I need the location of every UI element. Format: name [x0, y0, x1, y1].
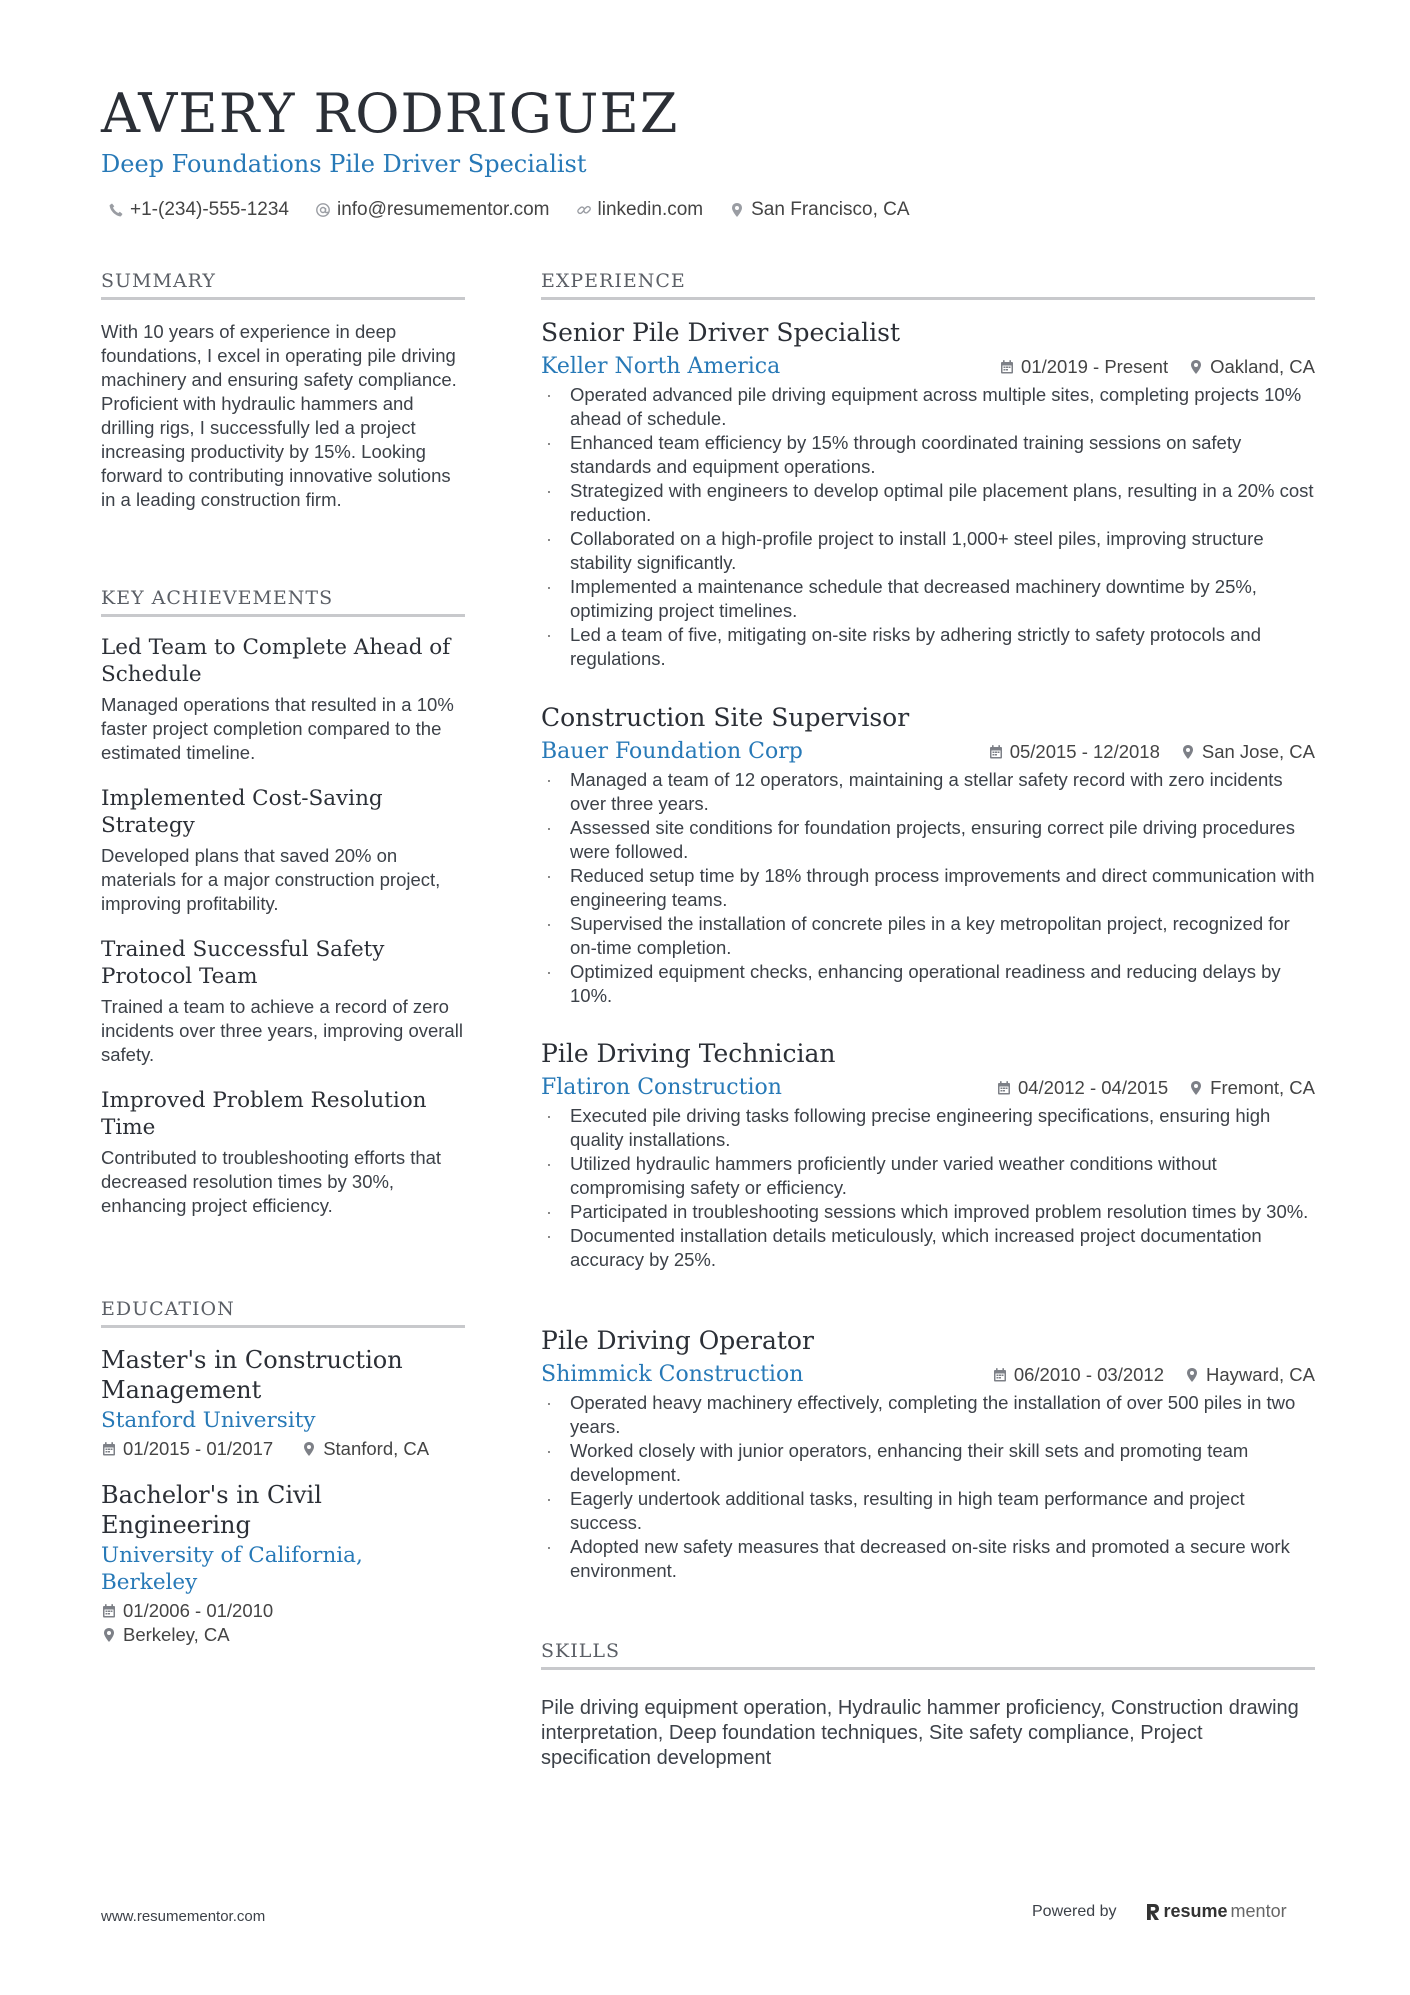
contact-bar [108, 199, 910, 221]
job-title: Pile Driving Operator [541, 1326, 814, 1355]
phone-icon [108, 202, 124, 218]
skills-text: Pile driving equipment operation, Hydraulic hammer proficiency, Construction drawing interpretation, Deep foundation techniques, Site safety compliance, Project specification development [541, 1697, 1299, 1769]
job-bullets [541, 1391, 1315, 1583]
contact-location-text: San Francisco, CA [751, 199, 910, 220]
job-bullet: · Optimized equipment checks, enhancing operational readiness and reducing delays by 10%. [541, 960, 1315, 1008]
education-item [101, 1480, 465, 1646]
summary-heading: SUMMARY [101, 270, 465, 300]
job-location [1188, 356, 1315, 378]
achievement-item [101, 785, 465, 916]
job-dates-text: 01/2019 - Present [1021, 355, 1169, 377]
education-location-text: Stanford, CA [323, 1438, 430, 1459]
location-icon [1180, 744, 1196, 760]
job-dates-text: 06/2010 - 03/2012 [1013, 1363, 1165, 1385]
job-company: Flatiron Construction [541, 1075, 782, 1100]
calendar-icon [996, 1080, 1012, 1096]
job-bullet: · Strategized with engineers to develop optimal pile placement plans, resulting in a 20% cost reduction. [541, 479, 1315, 527]
education-dates [101, 1438, 273, 1460]
achievement-desc: Contributed to troubleshooting efforts that decreased resolution times by 30%, enhancing project efficiency. [101, 1147, 442, 1216]
footer-brand [1032, 1901, 1287, 1922]
contact-linkedin-text: linkedin.com [597, 199, 704, 220]
job-meta [992, 1364, 1315, 1386]
job-bullet: · Assessed site conditions for foundation projects, ensuring correct pile driving procedures were followed. [541, 816, 1315, 864]
contact-location [729, 199, 909, 221]
achievement-title: Trained Successful Safety Protocol Team [101, 937, 385, 989]
education-heading: EDUCATION [101, 1298, 465, 1328]
job-bullet: · Utilized hydraulic hammers proficiently under varied weather conditions without compromising safety or efficiency. [541, 1152, 1315, 1200]
location-icon [1188, 1080, 1204, 1096]
job-title: Construction Site Supervisor [541, 703, 910, 732]
location-icon [1184, 1367, 1200, 1383]
summary-text: With 10 years of experience in deep foundations, I excel in operating pile driving machinery and ensuring safety compliance. Proficient with hydraulic hammers and drilling rigs, I successfully led a project increasing productivity by 15%. Looking forward to contributing innovative solutions in a leading construction firm. [101, 321, 457, 510]
achievement-item [101, 634, 465, 765]
job-meta [999, 356, 1315, 378]
job-header-row [541, 1362, 1315, 1387]
logo-text-bold: resume [1163, 1901, 1228, 1921]
location-icon [729, 202, 745, 218]
job-bullet: · Operated heavy machinery effectively, completing the installation of over 500 piles in two years. [541, 1391, 1315, 1439]
job-title: Pile Driving Technician [541, 1039, 836, 1068]
job-meta [996, 1077, 1315, 1099]
job-location [1180, 741, 1315, 763]
location-icon [101, 1627, 117, 1643]
footer-url[interactable]: www.resumementor.com [101, 1908, 266, 1925]
job-location-text: Oakland, CA [1210, 355, 1315, 377]
job-bullet: · Reduced setup time by 18% through process improvements and direct communication with engineering teams. [541, 864, 1315, 912]
job-header-row [541, 354, 1315, 379]
job-company: Shimmick Construction [541, 1362, 804, 1387]
job-entry [541, 703, 1315, 1008]
education-dates-text: 01/2015 - 01/2017 [123, 1438, 274, 1459]
job-bullet: · Supervised the installation of concrete piles in a key metropolitan project, recognized for on-time completion. [541, 912, 1315, 960]
job-bullets [541, 383, 1315, 671]
calendar-icon [101, 1603, 117, 1619]
job-location-text: San Jose, CA [1201, 740, 1315, 762]
education-section [101, 1345, 465, 1646]
skills-heading: SKILLS [541, 1640, 1315, 1670]
job-dates [999, 356, 1168, 378]
location-icon [1188, 359, 1204, 375]
job-bullet: · Participated in troubleshooting sessions which improved problem resolution times by 30%. [541, 1200, 1315, 1224]
job-bullet: · Executed pile driving tasks following precise engineering specifications, ensuring high quality installations. [541, 1104, 1315, 1152]
job-location [1184, 1364, 1315, 1386]
job-bullet: · Eagerly undertook additional tasks, resulting in high team performance and project success. [541, 1487, 1315, 1535]
job-bullet: · Led a team of five, mitigating on-site risks by adhering strictly to safety protocols and regulations. [541, 623, 1315, 671]
link-icon [576, 202, 592, 218]
education-dates-text: 01/2006 - 01/2010 [123, 1600, 274, 1621]
candidate-title: Deep Foundations Pile Driver Specialist [101, 150, 587, 178]
candidate-name: AVERY RODRIGUEZ [101, 82, 679, 145]
resumementor-logo[interactable] [1145, 1901, 1287, 1922]
calendar-icon [992, 1367, 1008, 1383]
achievements-heading: KEY ACHIEVEMENTS [101, 587, 465, 617]
job-bullet: · Managed a team of 12 operators, maintaining a stellar safety record with zero incidents over three years. [541, 768, 1315, 816]
job-dates [988, 741, 1160, 763]
education-dates [101, 1600, 465, 1622]
job-bullet: · Documented installation details meticulously, which increased project documentation accuracy by 25%. [541, 1224, 1315, 1272]
achievement-item [101, 936, 465, 1067]
education-school: Stanford University [101, 1408, 316, 1433]
job-header-row [541, 1075, 1315, 1100]
contact-phone[interactable] [108, 199, 289, 221]
education-location-text: Berkeley, CA [123, 1624, 230, 1645]
achievement-title: Implemented Cost-Saving Strategy [101, 786, 383, 838]
job-header-row [541, 739, 1315, 764]
job-bullet: · Implemented a maintenance schedule that decreased machinery downtime by 25%, optimizing project timelines. [541, 575, 1315, 623]
education-degree: Bachelor's in Civil Engineering [101, 1481, 322, 1539]
job-location-text: Fremont, CA [1210, 1076, 1315, 1098]
calendar-icon [101, 1441, 117, 1457]
calendar-icon [988, 744, 1004, 760]
powered-by-label: Powered by [1032, 1902, 1117, 1920]
contact-email[interactable] [315, 199, 550, 221]
job-dates-text: 05/2015 - 12/2018 [1009, 740, 1160, 762]
job-bullet: · Worked closely with junior operators, enhancing their skill sets and promoting team development. [541, 1439, 1315, 1487]
education-meta [101, 1438, 465, 1460]
achievement-title: Improved Problem Resolution Time [101, 1088, 427, 1140]
job-bullets [541, 768, 1315, 1008]
contact-linkedin[interactable] [576, 199, 704, 221]
job-bullet: · Operated advanced pile driving equipment across multiple sites, completing projects 10% ahead of schedule. [541, 383, 1315, 431]
summary-section [101, 320, 465, 512]
achievement-title: Led Team to Complete Ahead of Schedule [101, 635, 451, 687]
job-entry [541, 1039, 1315, 1272]
achievement-desc: Developed plans that saved 20% on materials for a major construction project, improving profitability. [101, 845, 441, 914]
education-item [101, 1345, 465, 1460]
achievement-desc: Managed operations that resulted in a 10% faster project completion compared to the estimated timeline. [101, 694, 454, 763]
skills-section [541, 1696, 1315, 1771]
at-icon [315, 202, 331, 218]
experience-heading: EXPERIENCE [541, 270, 1315, 300]
job-meta [988, 741, 1315, 763]
job-dates-text: 04/2012 - 04/2015 [1017, 1076, 1169, 1098]
job-company: Bauer Foundation Corp [541, 739, 803, 764]
education-degree: Master's in Construction Management [101, 1346, 403, 1404]
location-icon [301, 1441, 317, 1457]
job-company: Keller North America [541, 354, 781, 379]
education-location [101, 1624, 465, 1646]
job-title: Senior Pile Driver Specialist [541, 318, 901, 347]
achievements-section [101, 634, 465, 1218]
job-bullets [541, 1104, 1315, 1272]
education-school: University of California, Berkeley [101, 1543, 363, 1595]
job-location-text: Hayward, CA [1206, 1363, 1315, 1385]
achievement-desc: Trained a team to achieve a record of zero incidents over three years, improving overall safety. [101, 996, 463, 1065]
achievement-item [101, 1087, 465, 1218]
calendar-icon [999, 359, 1015, 375]
job-bullet: · Adopted new safety measures that decreased on-site risks and promoted a secure work environment. [541, 1535, 1315, 1583]
logo-text-light: mentor [1230, 1901, 1287, 1921]
job-dates [996, 1077, 1168, 1099]
job-location [1188, 1077, 1315, 1099]
contact-phone-text: +1-(234)-555-1234 [130, 199, 289, 220]
job-entry [541, 1326, 1315, 1583]
job-entry [541, 318, 1315, 671]
job-dates [992, 1364, 1164, 1386]
contact-email-text: info@resumementor.com [336, 199, 550, 220]
education-location [301, 1438, 429, 1460]
logo-mark-icon [1145, 1902, 1161, 1922]
job-bullet: · Enhanced team efficiency by 15% through coordinated training sessions on safety standards and equipment operations. [541, 431, 1315, 479]
job-bullet: · Collaborated on a high-profile project to install 1,000+ steel piles, improving structure stability significantly. [541, 527, 1315, 575]
